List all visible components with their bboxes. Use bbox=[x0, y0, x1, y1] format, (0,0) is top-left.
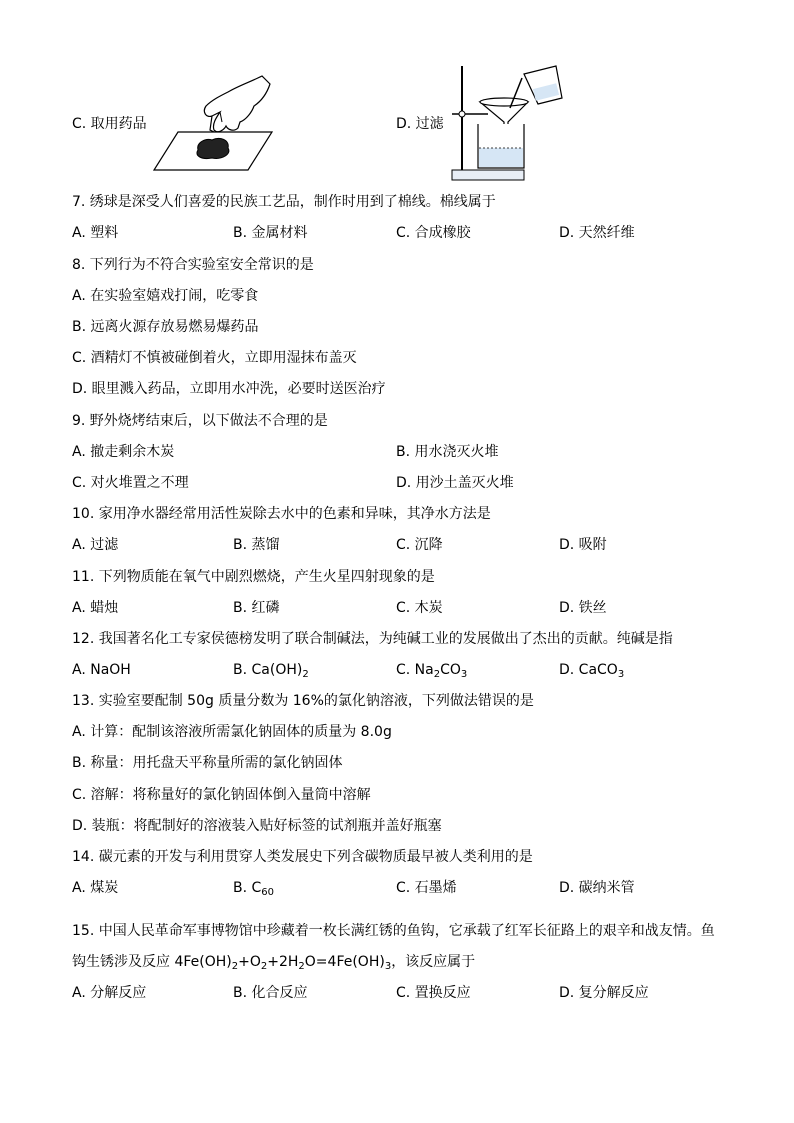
q9-stem: 9. 野外烧烤结束后，以下做法不合理的是 bbox=[72, 413, 328, 429]
q11-option-b: B. 红磷 bbox=[233, 600, 280, 616]
q13-option-d: D. 装瓶：将配制好的溶液装入贴好标签的试剂瓶并盖好瓶塞 bbox=[72, 818, 442, 834]
q7-option-d: D. 天然纤维 bbox=[559, 225, 635, 241]
q13-stem: 13. 实验室要配制 50g 质量分数为 16%的氯化钠溶液，下列做法错误的是 bbox=[72, 693, 534, 709]
q11-option-d: D. 铁丝 bbox=[559, 600, 607, 616]
q12-option-a: A. NaOH bbox=[72, 662, 131, 678]
q10-option-d: D. 吸附 bbox=[559, 537, 607, 553]
q15-option-a: A. 分解反应 bbox=[72, 985, 147, 1001]
q8-option-b: B. 远离火源存放易燃易爆药品 bbox=[72, 319, 259, 335]
hand-outline bbox=[204, 76, 270, 132]
q13-option-c: C. 溶解：将称量好的氯化钠固体倒入量筒中溶解 bbox=[72, 787, 371, 803]
q14-option-c: C. 石墨烯 bbox=[396, 880, 457, 896]
q7-option-c: C. 合成橡胶 bbox=[396, 225, 471, 241]
q8-stem: 8. 下列行为不符合实验室安全常识的是 bbox=[72, 257, 314, 273]
q11-option-a: A. 蜡烛 bbox=[72, 600, 119, 616]
q12-option-d: D. CaCO$_3$ bbox=[559, 662, 625, 680]
q7-stem: 7. 绣球是深受人们喜爱的民族工艺品，制作时用到了棉线。棉线属于 bbox=[72, 194, 496, 210]
q9-option-c: C. 对火堆置之不理 bbox=[72, 475, 189, 491]
q15-option-c: C. 置换反应 bbox=[396, 985, 471, 1001]
q8-option-c: C. 酒精灯不慎被碰倒着火，立即用湿抹布盖灭 bbox=[72, 350, 357, 366]
q10-option-a: A. 过滤 bbox=[72, 537, 119, 553]
q12-option-b: B. $Ca(OH)_2$ bbox=[233, 662, 309, 680]
q11-option-c: C. 木炭 bbox=[396, 600, 443, 616]
q15-stem-line2: 钩生锈涉及反应 $4Fe(OH)_2+O_2+2H_2O=4Fe(OH)_3$，该反应属于 bbox=[72, 954, 476, 972]
q8-option-a: A. 在实验室嬉戏打闹，吃零食 bbox=[72, 288, 259, 304]
q14-option-d: D. 碳纳米管 bbox=[559, 880, 635, 896]
q14-option-a: A. 煤炭 bbox=[72, 880, 119, 896]
q14-option-b: B. $C_{60}$ bbox=[233, 880, 275, 898]
q10-option-c: C. 沉降 bbox=[396, 537, 443, 553]
q9-option-a: A. 撤走剩余木炭 bbox=[72, 444, 175, 460]
q12-stem: 12. 我国著名化工专家侯德榜发明了联合制碱法，为纯碱工业的发展做出了杰出的贡献。纯碱是指 bbox=[72, 631, 673, 647]
q10-stem: 10. 家用净水器经常用活性炭除去水中的色素和异味，其净水方法是 bbox=[72, 506, 491, 522]
q13-option-a: A. 计算：配制该溶液所需氯化钠固体的质量为 8.0g bbox=[72, 724, 392, 740]
q12-option-c: C. $Na_2CO_3$ bbox=[396, 662, 468, 680]
q9-option-d: D. 用沙土盖灭火堆 bbox=[396, 475, 514, 491]
take-reagent-figure bbox=[150, 72, 275, 174]
filtration-figure bbox=[448, 64, 566, 184]
q8-option-d: D. 眼里溅入药品，立即用水冲洗，必要时送医治疗 bbox=[72, 381, 386, 397]
q10-option-b: B. 蒸馏 bbox=[233, 537, 280, 553]
q15-option-d: D. 复分解反应 bbox=[559, 985, 649, 1001]
q7-option-a: A. 塑料 bbox=[72, 225, 119, 241]
q13-option-b: B. 称量：用托盘天平称量所需的氯化钠固体 bbox=[72, 755, 343, 771]
q9-option-b: B. 用水浇灭火堆 bbox=[396, 444, 499, 460]
powder-pile bbox=[197, 138, 229, 158]
q6-option-d: D. 过滤 bbox=[396, 116, 444, 132]
q6-option-c: C. 取用药品 bbox=[72, 116, 147, 132]
q15-stem: 15. 中国人民革命军事博物馆中珍藏着一枚长满红锈的鱼钩，它承载了红军长征路上的艰辛和战友情。鱼 bbox=[72, 923, 715, 939]
q14-stem: 14. 碳元素的开发与利用贯穿人类发展史下列含碳物质最早被人类利用的是 bbox=[72, 849, 533, 865]
q15-option-b: B. 化合反应 bbox=[233, 985, 308, 1001]
q7-option-b: B. 金属材料 bbox=[233, 225, 308, 241]
stand-base bbox=[452, 170, 524, 180]
q11-stem: 11. 下列物质能在氧气中剧烈燃烧，产生火星四射现象的是 bbox=[72, 569, 435, 585]
